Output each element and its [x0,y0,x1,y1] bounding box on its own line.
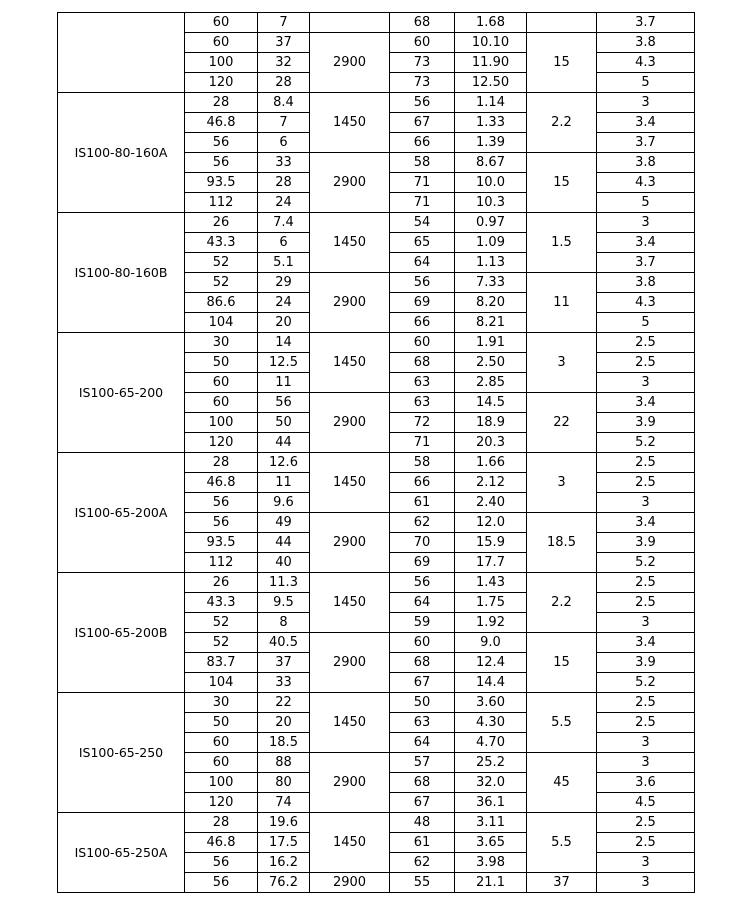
shaft-power-cell: 1.43 [455,573,527,593]
shaft-power-cell: 1.13 [455,253,527,273]
efficiency-cell: 68 [390,13,455,33]
npsh-cell: 3.4 [597,633,695,653]
npsh-cell: 3.8 [597,153,695,173]
speed-cell: 1450 [310,573,390,633]
speed-cell: 1450 [310,93,390,153]
flow-cell: 56 [185,853,258,873]
flow-cell: 93.5 [185,533,258,553]
npsh-cell: 2.5 [597,573,695,593]
shaft-power-cell: 10.0 [455,173,527,193]
npsh-cell: 2.5 [597,693,695,713]
speed-cell: 1450 [310,693,390,753]
head-cell: 28 [258,173,310,193]
flow-cell: 26 [185,213,258,233]
shaft-power-cell: 18.9 [455,413,527,433]
head-cell: 33 [258,673,310,693]
motor-power-cell: 5.5 [527,693,597,753]
shaft-power-cell: 1.14 [455,93,527,113]
flow-cell: 43.3 [185,593,258,613]
head-cell: 17.5 [258,833,310,853]
flow-cell: 50 [185,353,258,373]
flow-cell: 60 [185,753,258,773]
speed-cell: 2900 [310,153,390,213]
flow-cell: 30 [185,333,258,353]
shaft-power-cell: 8.21 [455,313,527,333]
npsh-cell: 3.4 [597,513,695,533]
shaft-power-cell: 7.33 [455,273,527,293]
npsh-cell: 3 [597,733,695,753]
flow-cell: 56 [185,873,258,893]
motor-power-cell: 1.5 [527,213,597,273]
head-cell: 74 [258,793,310,813]
npsh-cell: 3 [597,493,695,513]
npsh-cell: 2.5 [597,473,695,493]
model-name-cell [58,13,185,93]
efficiency-cell: 66 [390,313,455,333]
shaft-power-cell: 2.50 [455,353,527,373]
head-cell: 88 [258,753,310,773]
motor-power-cell: 11 [527,273,597,333]
head-cell: 9.5 [258,593,310,613]
shaft-power-cell: 17.7 [455,553,527,573]
table-row [58,333,695,353]
table-row [58,693,695,713]
shaft-power-cell: 4.30 [455,713,527,733]
speed-cell: 2900 [310,273,390,333]
shaft-power-cell: 1.68 [455,13,527,33]
efficiency-cell: 68 [390,773,455,793]
table-row [58,213,695,233]
flow-cell: 46.8 [185,473,258,493]
efficiency-cell: 67 [390,113,455,133]
shaft-power-cell: 1.39 [455,133,527,153]
head-cell: 16.2 [258,853,310,873]
flow-cell: 56 [185,153,258,173]
shaft-power-cell: 1.91 [455,333,527,353]
npsh-cell: 3.7 [597,133,695,153]
flow-cell: 60 [185,393,258,413]
motor-power-cell: 37 [527,873,597,893]
shaft-power-cell: 12.50 [455,73,527,93]
head-cell: 7.4 [258,213,310,233]
npsh-cell: 3.7 [597,13,695,33]
npsh-cell: 3.9 [597,653,695,673]
efficiency-cell: 67 [390,673,455,693]
motor-power-cell: 15 [527,633,597,693]
npsh-cell: 3.4 [597,113,695,133]
flow-cell: 52 [185,273,258,293]
model-name-cell: IS100-80-160B [58,213,185,333]
flow-cell: 30 [185,693,258,713]
efficiency-cell: 68 [390,653,455,673]
speed-cell: 2900 [310,753,390,813]
table-row [58,573,695,593]
flow-cell: 104 [185,673,258,693]
shaft-power-cell: 9.0 [455,633,527,653]
efficiency-cell: 66 [390,473,455,493]
speed-cell: 1450 [310,453,390,513]
head-cell: 11 [258,473,310,493]
efficiency-cell: 63 [390,393,455,413]
speed-cell: 2900 [310,393,390,453]
efficiency-cell: 61 [390,493,455,513]
npsh-cell: 3 [597,873,695,893]
speed-cell: 2900 [310,33,390,93]
shaft-power-cell: 8.20 [455,293,527,313]
npsh-cell: 3 [597,853,695,873]
npsh-cell: 2.5 [597,353,695,373]
npsh-cell: 3.8 [597,33,695,53]
shaft-power-cell: 2.85 [455,373,527,393]
model-name-cell: IS100-65-250 [58,693,185,813]
npsh-cell: 3 [597,373,695,393]
speed-cell: 1450 [310,213,390,273]
efficiency-cell: 65 [390,233,455,253]
model-name-cell: IS100-65-200 [58,333,185,453]
flow-cell: 56 [185,493,258,513]
efficiency-cell: 60 [390,333,455,353]
efficiency-cell: 64 [390,253,455,273]
shaft-power-cell: 2.40 [455,493,527,513]
head-cell: 24 [258,293,310,313]
model-name-cell: IS100-80-160A [58,93,185,213]
shaft-power-cell: 36.1 [455,793,527,813]
npsh-cell: 3.7 [597,253,695,273]
flow-cell: 52 [185,633,258,653]
efficiency-cell: 63 [390,713,455,733]
shaft-power-cell: 20.3 [455,433,527,453]
flow-cell: 28 [185,453,258,473]
flow-cell: 60 [185,733,258,753]
npsh-cell: 2.5 [597,713,695,733]
efficiency-cell: 50 [390,693,455,713]
efficiency-cell: 56 [390,273,455,293]
motor-power-cell: 45 [527,753,597,813]
shaft-power-cell: 32.0 [455,773,527,793]
npsh-cell: 3.4 [597,393,695,413]
efficiency-cell: 60 [390,33,455,53]
efficiency-cell: 71 [390,433,455,453]
shaft-power-cell: 14.5 [455,393,527,413]
flow-cell: 86.6 [185,293,258,313]
efficiency-cell: 69 [390,293,455,313]
npsh-cell: 4.3 [597,293,695,313]
flow-cell: 28 [185,93,258,113]
flow-cell: 52 [185,613,258,633]
flow-cell: 43.3 [185,233,258,253]
shaft-power-cell: 4.70 [455,733,527,753]
npsh-cell: 5 [597,73,695,93]
flow-cell: 46.8 [185,113,258,133]
head-cell: 6 [258,233,310,253]
head-cell: 12.6 [258,453,310,473]
head-cell: 20 [258,713,310,733]
head-cell: 22 [258,693,310,713]
shaft-power-cell: 3.11 [455,813,527,833]
model-name-cell: IS100-65-250A [58,813,185,893]
efficiency-cell: 61 [390,833,455,853]
shaft-power-cell: 11.90 [455,53,527,73]
head-cell: 28 [258,73,310,93]
flow-cell: 104 [185,313,258,333]
motor-power-cell: 5.5 [527,813,597,873]
speed-cell: 1450 [310,813,390,873]
motor-power-cell: 15 [527,33,597,93]
shaft-power-cell: 12.0 [455,513,527,533]
shaft-power-cell: 25.2 [455,753,527,773]
flow-cell: 28 [185,813,258,833]
npsh-cell: 2.5 [597,453,695,473]
flow-cell: 50 [185,713,258,733]
shaft-power-cell: 1.66 [455,453,527,473]
efficiency-cell: 60 [390,633,455,653]
motor-power-cell: 2.2 [527,93,597,153]
flow-cell: 46.8 [185,833,258,853]
head-cell: 50 [258,413,310,433]
motor-power-cell: 3 [527,333,597,393]
table-row [58,813,695,833]
efficiency-cell: 48 [390,813,455,833]
shaft-power-cell: 0.97 [455,213,527,233]
efficiency-cell: 57 [390,753,455,773]
npsh-cell: 4.3 [597,173,695,193]
npsh-cell: 5.2 [597,553,695,573]
model-name-cell: IS100-65-200A [58,453,185,573]
head-cell: 11.3 [258,573,310,593]
motor-power-cell: 18.5 [527,513,597,573]
head-cell: 8 [258,613,310,633]
efficiency-cell: 68 [390,353,455,373]
flow-cell: 112 [185,553,258,573]
npsh-cell: 3.8 [597,273,695,293]
head-cell: 80 [258,773,310,793]
shaft-power-cell: 3.60 [455,693,527,713]
npsh-cell: 2.5 [597,333,695,353]
motor-power-cell [527,13,597,33]
head-cell: 5.1 [258,253,310,273]
efficiency-cell: 71 [390,173,455,193]
head-cell: 14 [258,333,310,353]
speed-cell: 2900 [310,513,390,573]
head-cell: 7 [258,113,310,133]
flow-cell: 100 [185,773,258,793]
head-cell: 76.2 [258,873,310,893]
shaft-power-cell: 2.12 [455,473,527,493]
efficiency-cell: 55 [390,873,455,893]
npsh-cell: 4.5 [597,793,695,813]
head-cell: 49 [258,513,310,533]
npsh-cell: 2.5 [597,593,695,613]
flow-cell: 60 [185,33,258,53]
efficiency-cell: 64 [390,733,455,753]
shaft-power-cell: 15.9 [455,533,527,553]
efficiency-cell: 69 [390,553,455,573]
npsh-cell: 2.5 [597,833,695,853]
flow-cell: 52 [185,253,258,273]
npsh-cell: 5 [597,313,695,333]
npsh-cell: 3.6 [597,773,695,793]
efficiency-cell: 59 [390,613,455,633]
efficiency-cell: 56 [390,93,455,113]
head-cell: 7 [258,13,310,33]
flow-cell: 100 [185,53,258,73]
head-cell: 37 [258,653,310,673]
flow-cell: 56 [185,513,258,533]
shaft-power-cell: 8.67 [455,153,527,173]
flow-cell: 60 [185,373,258,393]
efficiency-cell: 73 [390,73,455,93]
head-cell: 29 [258,273,310,293]
npsh-cell: 4.3 [597,53,695,73]
table-row [58,453,695,473]
flow-cell: 26 [185,573,258,593]
head-cell: 44 [258,533,310,553]
table-row [58,13,695,33]
shaft-power-cell: 10.3 [455,193,527,213]
efficiency-cell: 66 [390,133,455,153]
efficiency-cell: 70 [390,533,455,553]
head-cell: 9.6 [258,493,310,513]
npsh-cell: 3.9 [597,533,695,553]
head-cell: 6 [258,133,310,153]
efficiency-cell: 67 [390,793,455,813]
flow-cell: 100 [185,413,258,433]
pump-table-body [58,13,695,893]
efficiency-cell: 72 [390,413,455,433]
flow-cell: 56 [185,133,258,153]
speed-cell [310,13,390,33]
flow-cell: 120 [185,73,258,93]
head-cell: 11 [258,373,310,393]
shaft-power-cell: 21.1 [455,873,527,893]
npsh-cell: 3 [597,93,695,113]
flow-cell: 112 [185,193,258,213]
efficiency-cell: 63 [390,373,455,393]
motor-power-cell: 22 [527,393,597,453]
head-cell: 18.5 [258,733,310,753]
table-row [58,93,695,113]
head-cell: 56 [258,393,310,413]
motor-power-cell: 3 [527,453,597,513]
shaft-power-cell: 1.75 [455,593,527,613]
efficiency-cell: 54 [390,213,455,233]
flow-cell: 93.5 [185,173,258,193]
motor-power-cell: 15 [527,153,597,213]
head-cell: 20 [258,313,310,333]
head-cell: 12.5 [258,353,310,373]
flow-cell: 60 [185,13,258,33]
head-cell: 33 [258,153,310,173]
pump-performance-table [57,12,695,893]
head-cell: 24 [258,193,310,213]
npsh-cell: 3.4 [597,233,695,253]
shaft-power-cell: 14.4 [455,673,527,693]
shaft-power-cell: 3.98 [455,853,527,873]
efficiency-cell: 62 [390,513,455,533]
flow-cell: 120 [185,793,258,813]
efficiency-cell: 56 [390,573,455,593]
head-cell: 32 [258,53,310,73]
shaft-power-cell: 3.65 [455,833,527,853]
npsh-cell: 5 [597,193,695,213]
npsh-cell: 5.2 [597,673,695,693]
efficiency-cell: 71 [390,193,455,213]
head-cell: 19.6 [258,813,310,833]
head-cell: 40 [258,553,310,573]
shaft-power-cell: 1.33 [455,113,527,133]
shaft-power-cell: 1.09 [455,233,527,253]
head-cell: 40.5 [258,633,310,653]
efficiency-cell: 58 [390,453,455,473]
shaft-power-cell: 1.92 [455,613,527,633]
npsh-cell: 3.9 [597,413,695,433]
flow-cell: 83.7 [185,653,258,673]
head-cell: 37 [258,33,310,53]
head-cell: 44 [258,433,310,453]
speed-cell: 2900 [310,873,390,893]
npsh-cell: 3 [597,213,695,233]
efficiency-cell: 62 [390,853,455,873]
head-cell: 8.4 [258,93,310,113]
shaft-power-cell: 10.10 [455,33,527,53]
npsh-cell: 2.5 [597,813,695,833]
shaft-power-cell: 12.4 [455,653,527,673]
efficiency-cell: 73 [390,53,455,73]
motor-power-cell: 2.2 [527,573,597,633]
model-name-cell: IS100-65-200B [58,573,185,693]
flow-cell: 120 [185,433,258,453]
npsh-cell: 5.2 [597,433,695,453]
npsh-cell: 3 [597,613,695,633]
speed-cell: 1450 [310,333,390,393]
efficiency-cell: 64 [390,593,455,613]
efficiency-cell: 58 [390,153,455,173]
npsh-cell: 3 [597,753,695,773]
speed-cell: 2900 [310,633,390,693]
